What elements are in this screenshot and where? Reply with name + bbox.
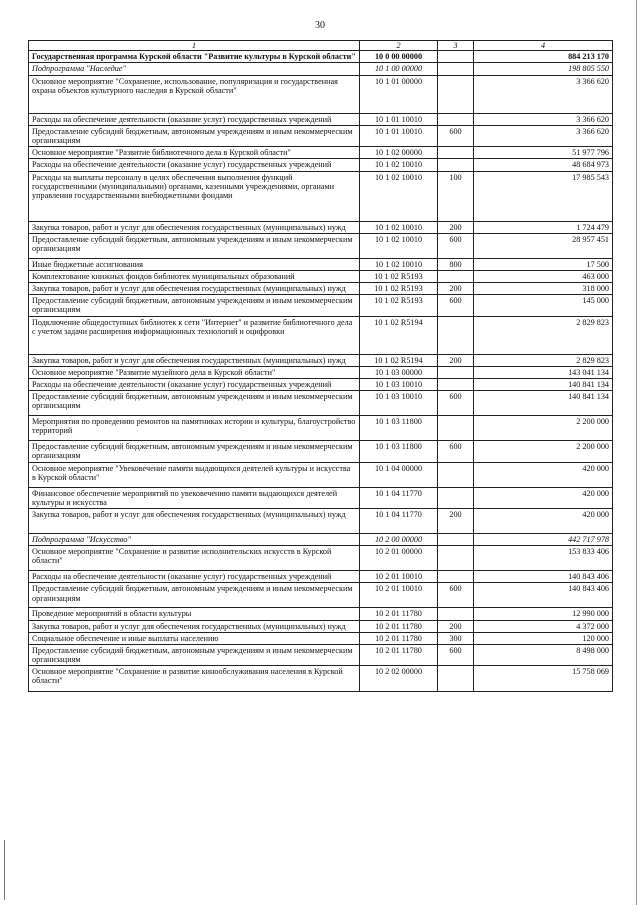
row-name-cell: Закупка товаров, работ и услуг для обеспечения государственных (муниципальных) нужд <box>29 221 360 233</box>
row-name-cell: Основное мероприятие "Сохранение, использование, популяризация и государственная охрана объектов культурного наследия в Курской области" <box>29 75 360 113</box>
row-code-cell: 10 1 04 11770 <box>360 508 438 533</box>
row-amount-cell: 884 213 170 <box>474 51 613 63</box>
row-name-cell: Проведение мероприятий в области культуры <box>29 608 360 620</box>
row-vr-cell <box>438 316 474 354</box>
row-name-cell: Предоставление субсидий бюджетным, автономным учреждениям и иным некоммерческим организациям <box>29 233 360 258</box>
header-col-1: 1 <box>29 41 360 51</box>
row-name-cell: Расходы на выплаты персоналу в целях обеспечения выполнения функций государственными (муниципальными) органами, казенными учреждениями, органами управления государственными внебюджетными фондами <box>29 171 360 221</box>
row-amount-cell: 140 843 406 <box>474 583 613 608</box>
table-row <box>29 171 613 221</box>
row-vr-cell <box>438 487 474 508</box>
row-vr-cell: 600 <box>438 295 474 316</box>
row-code-cell: 10 1 03 10010 <box>360 379 438 391</box>
row-code-cell: 10 1 03 11800 <box>360 441 438 462</box>
row-code-cell: 10 2 01 11780 <box>360 644 438 665</box>
scan-edge-mark <box>4 840 5 900</box>
row-name-cell: Предоставление субсидий бюджетным, автономным учреждениям и иным некоммерческим организациям <box>29 391 360 416</box>
table-row <box>29 159 613 171</box>
header-col-4: 4 <box>474 41 613 51</box>
row-name-cell: Расходы на обеспечение деятельности (оказание услуг) государственных учреждений <box>29 113 360 125</box>
row-code-cell: 10 1 02 R5193 <box>360 270 438 282</box>
row-name-cell: Финансовое обеспечение мероприятий по увековечению памяти выдающихся деятелей культуры и искусства <box>29 487 360 508</box>
row-amount-cell: 2 200 000 <box>474 441 613 462</box>
row-amount-cell: 4 372 000 <box>474 620 613 632</box>
table-row <box>29 366 613 378</box>
table-row <box>29 462 613 487</box>
row-name-cell: Подключение общедоступных библиотек к сети "Интернет" и развитие библиотечного дела с учетом задачи расширения информационных технологий и оцифровки <box>29 316 360 354</box>
row-amount-cell: 420 000 <box>474 508 613 533</box>
row-vr-cell: 600 <box>438 125 474 146</box>
row-name-cell: Социальное обеспечение и иные выплаты населению <box>29 632 360 644</box>
table-row <box>29 583 613 608</box>
table-row <box>29 487 613 508</box>
row-code-cell: 10 2 01 10010 <box>360 571 438 583</box>
row-vr-cell: 600 <box>438 233 474 258</box>
row-vr-cell: 600 <box>438 644 474 665</box>
row-name-cell: Государственная программа Курской области "Развитие культуры в Курской области" <box>29 51 360 63</box>
row-name-cell: Расходы на обеспечение деятельности (оказание услуг) государственных учреждений <box>29 159 360 171</box>
row-code-cell: 10 0 00 00000 <box>360 51 438 63</box>
row-vr-cell <box>438 416 474 441</box>
row-code-cell: 10 2 00 00000 <box>360 533 438 545</box>
row-code-cell: 10 1 02 R5194 <box>360 316 438 354</box>
row-amount-cell: 420 000 <box>474 462 613 487</box>
row-amount-cell: 1 724 479 <box>474 221 613 233</box>
row-name-cell: Основное мероприятие "Сохранение и развитие исполнительских искусств в Курской области" <box>29 546 360 571</box>
scan-border-line <box>636 0 637 905</box>
row-vr-cell <box>438 159 474 171</box>
row-vr-cell <box>438 63 474 75</box>
row-vr-cell: 600 <box>438 391 474 416</box>
row-name-cell: Подпрограмма "Наследие" <box>29 63 360 75</box>
row-amount-cell: 51 977 796 <box>474 147 613 159</box>
row-code-cell: 10 1 03 10010 <box>360 391 438 416</box>
table-row <box>29 379 613 391</box>
row-code-cell: 10 1 00 00000 <box>360 63 438 75</box>
row-amount-cell: 2 200 000 <box>474 416 613 441</box>
row-name-cell: Подпрограмма "Искусство" <box>29 533 360 545</box>
row-vr-cell <box>438 608 474 620</box>
row-vr-cell <box>438 113 474 125</box>
row-amount-cell: 140 843 406 <box>474 571 613 583</box>
row-vr-cell: 600 <box>438 583 474 608</box>
row-vr-cell <box>438 571 474 583</box>
table-row <box>29 75 613 113</box>
table-row <box>29 546 613 571</box>
row-vr-cell: 200 <box>438 283 474 295</box>
row-name-cell: Расходы на обеспечение деятельности (оказание услуг) государственных учреждений <box>29 571 360 583</box>
row-amount-cell: 3 366 620 <box>474 75 613 113</box>
row-name-cell: Расходы на обеспечение деятельности (оказание услуг) государственных учреждений <box>29 379 360 391</box>
table-row <box>29 533 613 545</box>
table-row <box>29 270 613 282</box>
row-code-cell: 10 1 01 10010 <box>360 125 438 146</box>
row-name-cell: Предоставление субсидий бюджетным, автономным учреждениям и иным некоммерческим организациям <box>29 441 360 462</box>
row-vr-cell <box>438 533 474 545</box>
table-row <box>29 354 613 366</box>
table-row <box>29 391 613 416</box>
row-vr-cell <box>438 462 474 487</box>
row-amount-cell: 442 717 978 <box>474 533 613 545</box>
row-name-cell: Основное мероприятие "Развитие библиотечного дела в Курской области" <box>29 147 360 159</box>
row-code-cell: 10 2 01 11780 <box>360 632 438 644</box>
row-code-cell: 10 1 01 00000 <box>360 75 438 113</box>
row-vr-cell <box>438 75 474 113</box>
row-code-cell: 10 2 01 00000 <box>360 546 438 571</box>
table-row <box>29 608 613 620</box>
row-name-cell: Предоставление субсидий бюджетным, автономным учреждениям и иным некоммерческим организациям <box>29 644 360 665</box>
row-amount-cell: 145 000 <box>474 295 613 316</box>
row-name-cell: Закупка товаров, работ и услуг для обеспечения государственных (муниципальных) нужд <box>29 620 360 632</box>
row-code-cell: 10 2 01 11780 <box>360 620 438 632</box>
table-row <box>29 571 613 583</box>
row-code-cell: 10 1 02 10010 <box>360 233 438 258</box>
table-row <box>29 441 613 462</box>
row-code-cell: 10 1 03 00000 <box>360 366 438 378</box>
row-code-cell: 10 1 02 10010 <box>360 159 438 171</box>
header-col-3: 3 <box>438 41 474 51</box>
table-row <box>29 125 613 146</box>
table-row <box>29 666 613 692</box>
table-row <box>29 644 613 665</box>
row-amount-cell: 463 000 <box>474 270 613 282</box>
row-amount-cell: 420 000 <box>474 487 613 508</box>
row-vr-cell <box>438 666 474 692</box>
table-header-row <box>29 41 613 51</box>
row-name-cell: Основное мероприятие "Увековечение памяти выдающихся деятелей культуры и искусства в Курской области" <box>29 462 360 487</box>
row-code-cell: 10 2 01 10010 <box>360 583 438 608</box>
table-row <box>29 416 613 441</box>
table-row <box>29 233 613 258</box>
row-amount-cell: 140 841 134 <box>474 391 613 416</box>
row-code-cell: 10 1 02 10010 <box>360 221 438 233</box>
page-number: 30 <box>315 20 325 31</box>
row-name-cell: Иные бюджетные ассигнования <box>29 258 360 270</box>
table-row <box>29 51 613 63</box>
row-vr-cell <box>438 379 474 391</box>
row-amount-cell: 153 833 406 <box>474 546 613 571</box>
row-code-cell: 10 1 02 10010 <box>360 171 438 221</box>
row-amount-cell: 318 000 <box>474 283 613 295</box>
row-code-cell: 10 1 04 00000 <box>360 462 438 487</box>
table-row <box>29 316 613 354</box>
row-name-cell: Предоставление субсидий бюджетным, автономным учреждениям и иным некоммерческим организациям <box>29 583 360 608</box>
row-amount-cell: 17 985 543 <box>474 171 613 221</box>
table-row <box>29 620 613 632</box>
row-amount-cell: 120 000 <box>474 632 613 644</box>
table-row <box>29 113 613 125</box>
row-amount-cell: 8 498 000 <box>474 644 613 665</box>
table-row <box>29 63 613 75</box>
row-amount-cell: 140 841 134 <box>474 379 613 391</box>
table-row <box>29 295 613 316</box>
table-row <box>29 258 613 270</box>
table-row <box>29 632 613 644</box>
row-code-cell: 10 1 03 11800 <box>360 416 438 441</box>
row-name-cell: Основное мероприятие "Развитие музейного дела в Курской области" <box>29 366 360 378</box>
row-name-cell: Закупка товаров, работ и услуг для обеспечения государственных (муниципальных) нужд <box>29 354 360 366</box>
row-vr-cell: 100 <box>438 171 474 221</box>
row-code-cell: 10 1 02 R5194 <box>360 354 438 366</box>
row-name-cell: Предоставление субсидий бюджетным, автономным учреждениям и иным некоммерческим организациям <box>29 295 360 316</box>
row-vr-cell <box>438 270 474 282</box>
row-amount-cell: 48 684 973 <box>474 159 613 171</box>
row-name-cell: Основное мероприятие "Сохранение и развитие кинообслуживания населения в Курской области" <box>29 666 360 692</box>
row-vr-cell <box>438 51 474 63</box>
table-row <box>29 283 613 295</box>
row-name-cell: Предоставление субсидий бюджетным, автономным учреждениям и иным некоммерческим организациям <box>29 125 360 146</box>
row-vr-cell <box>438 147 474 159</box>
row-vr-cell: 200 <box>438 508 474 533</box>
row-code-cell: 10 1 02 R5193 <box>360 295 438 316</box>
row-vr-cell: 300 <box>438 632 474 644</box>
row-amount-cell: 143 041 134 <box>474 366 613 378</box>
row-amount-cell: 3 366 620 <box>474 125 613 146</box>
row-code-cell: 10 1 01 10010 <box>360 113 438 125</box>
row-amount-cell: 17 500 <box>474 258 613 270</box>
row-code-cell: 10 2 01 11780 <box>360 608 438 620</box>
row-amount-cell: 198 805 550 <box>474 63 613 75</box>
row-name-cell: Закупка товаров, работ и услуг для обеспечения государственных (муниципальных) нужд <box>29 283 360 295</box>
row-name-cell: Закупка товаров, работ и услуг для обеспечения государственных (муниципальных) нужд <box>29 508 360 533</box>
row-vr-cell: 600 <box>438 441 474 462</box>
budget-table <box>28 40 613 692</box>
row-amount-cell: 15 758 069 <box>474 666 613 692</box>
row-name-cell: Комплектование книжных фондов библиотек муниципальных образований <box>29 270 360 282</box>
row-code-cell: 10 1 02 10010 <box>360 258 438 270</box>
table-row <box>29 508 613 533</box>
row-code-cell: 10 1 02 00000 <box>360 147 438 159</box>
row-amount-cell: 2 829 823 <box>474 354 613 366</box>
row-vr-cell: 200 <box>438 221 474 233</box>
row-vr-cell: 800 <box>438 258 474 270</box>
budget-table-body <box>29 41 613 692</box>
row-vr-cell <box>438 546 474 571</box>
header-col-2: 2 <box>360 41 438 51</box>
row-vr-cell: 200 <box>438 354 474 366</box>
row-amount-cell: 2 829 823 <box>474 316 613 354</box>
row-code-cell: 10 2 02 00000 <box>360 666 438 692</box>
row-code-cell: 10 1 04 11770 <box>360 487 438 508</box>
row-amount-cell: 3 366 620 <box>474 113 613 125</box>
table-row <box>29 147 613 159</box>
row-code-cell: 10 1 02 R5193 <box>360 283 438 295</box>
table-row <box>29 221 613 233</box>
row-name-cell: Мероприятия по проведению ремонтов на памятниках истории и культуры, благоустройство территорий <box>29 416 360 441</box>
row-amount-cell: 12 990 000 <box>474 608 613 620</box>
row-vr-cell <box>438 366 474 378</box>
row-amount-cell: 28 957 451 <box>474 233 613 258</box>
row-vr-cell: 200 <box>438 620 474 632</box>
